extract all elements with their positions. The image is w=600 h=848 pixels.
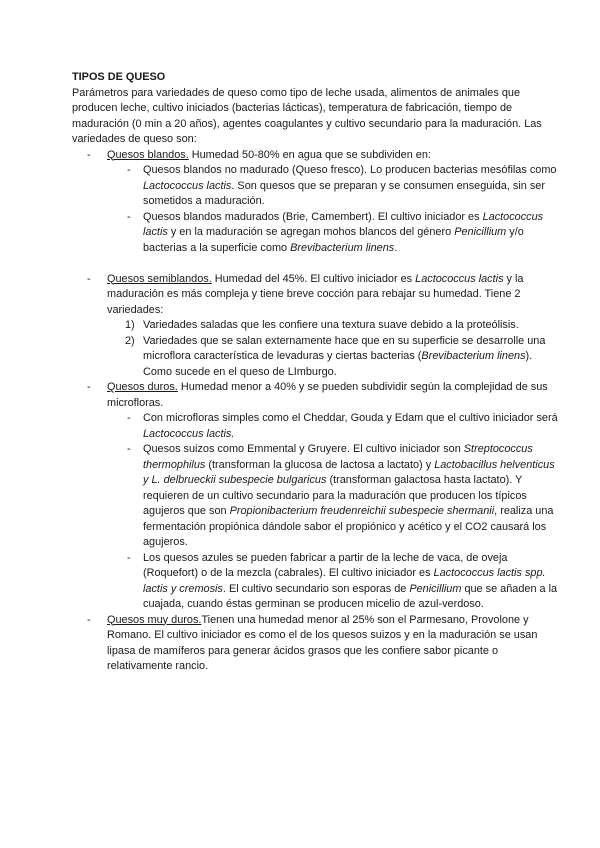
text-run: Quesos suizos como Emmental y Gruyere. El cultivo iniciador son bbox=[143, 443, 464, 455]
list-item-duros-simples bbox=[107, 411, 560, 442]
species-name: Lactococcus lactis bbox=[143, 179, 232, 192]
duros-text: Humedad menor a 40% y se pueden subdividir según la complejidad de sus microfloras. bbox=[107, 381, 548, 409]
item-number: 1) bbox=[125, 319, 135, 331]
duros-heading: Quesos duros. bbox=[107, 381, 178, 393]
list-item-semiblandos bbox=[71, 272, 560, 381]
spacer bbox=[107, 256, 560, 272]
species-name: Lactococcus lactis bbox=[143, 210, 544, 238]
species-name: Lactococcus lactis. bbox=[143, 427, 235, 440]
list-item-muy-duros bbox=[71, 613, 560, 675]
item-number: 2) bbox=[125, 334, 135, 347]
species-name: Streptococcus thermophilus bbox=[143, 443, 533, 471]
species-name: Lactococcus lactis spp. lactis y cremosis bbox=[143, 567, 546, 595]
blandos-heading: Quesos blandos. bbox=[107, 148, 189, 161]
text-run: y en la maduración se agregan mohos blancos del género bbox=[167, 226, 455, 238]
species-name: Propionibacterium freudenreichii subespecie shermanii bbox=[229, 505, 495, 517]
document-title: TIPOS DE QUESO bbox=[72, 71, 166, 83]
text-run: y la maduración es más compleja y tiene breve cocción para rebajar su humedad. Tiene 2 variedades: bbox=[107, 272, 524, 316]
species-name: Brevibacterium linens bbox=[421, 350, 526, 362]
muy-duros-heading: Quesos muy duros. bbox=[107, 613, 202, 626]
list-item-variedades-externas bbox=[107, 334, 560, 381]
text-run: que se añaden a la cuajada, cuando éstas germinan se producen micelio de azul-verdoso. bbox=[143, 582, 558, 610]
intro-paragraph: Parámetros para variedades de queso como tipo de leche usada, alimentos de animales que producen leche, cultivo iniciados (bacterias lácticas), temperatura de fabricación, tiempo de maduración (0 min a 20 años), agentes coagulantes y cultivo secundario para la maduración. Las variedades de queso son: bbox=[72, 86, 542, 145]
list-item-variedades-saladas bbox=[107, 318, 560, 334]
species-name: Penicillium bbox=[454, 226, 507, 238]
list-item-blandos bbox=[71, 148, 560, 272]
text-run: Variedades que se salan externamente hace que en su superficie se desarrolle una microflora característica de levaduras y ciertas bacterias ( bbox=[143, 334, 546, 362]
text-run: Quesos blandos no madurado (Queso fresco). Lo producen bacterias mesófilas como bbox=[143, 164, 557, 176]
muy-duros-text: Tienen una humedad menor al 25% son el Parmesano, Provolone y Romano. El cultivo iniciador es como el de los quesos suizos y en la maduración se usan lipasa de mamíferos para generar ácidos grasos que les confiere sabor picante o relativamente rancio. bbox=[107, 613, 538, 672]
list-item-duros-suizos bbox=[107, 442, 560, 551]
species-name: Lactobacillus helventicus y L. delbrueckii subespecie bulgaricus bbox=[143, 458, 555, 486]
text-run: ). Como sucede en el queso de LImburgo. bbox=[143, 350, 533, 378]
text-run: . Son quesos que se preparan y se consumen enseguida, sin ser sometidos a maduración. bbox=[143, 179, 545, 207]
text-run: Variedades saladas que les confiere una textura suave debido a la proteólisis. bbox=[143, 319, 519, 331]
text-run: Quesos blandos madurados (Brie, Camembert). El cultivo iniciador es bbox=[143, 210, 483, 223]
semiblandos-varieties bbox=[107, 318, 560, 380]
text-run: Con microfloras simples como el Cheddar, Gouda y Edam que el cultivo iniciador será bbox=[143, 412, 558, 424]
semiblandos-heading: Quesos semiblandos. bbox=[107, 272, 212, 285]
text-run: , realiza una fermentación propiónica dándole sabor el propiónico y acético y el CO2 causará los agujeros. bbox=[143, 505, 554, 548]
blandos-sublist bbox=[107, 163, 560, 256]
list-item-duros bbox=[71, 380, 560, 613]
species-name: Penicillium bbox=[409, 582, 462, 595]
list-item-blandos-no-madurado bbox=[107, 163, 560, 210]
species-name: Lactococcus lactis bbox=[415, 272, 504, 285]
text-run: . bbox=[394, 241, 398, 254]
list-item-duros-azules bbox=[107, 551, 560, 613]
text-run: Los quesos azules se pueden fabricar a partir de la leche de vaca, de oveja (Roquefort) o de la mezcla (cabrales). El cultivo iniciador es bbox=[143, 551, 508, 579]
text-run: (transforman la glucosa de lactosa a lactato) y bbox=[205, 458, 435, 471]
duros-sublist bbox=[107, 411, 560, 613]
blandos-text: Humedad 50-80% en agua que se subdividen en: bbox=[188, 148, 431, 161]
text-run: . El cultivo secundario son esporas de bbox=[222, 582, 410, 595]
cheese-types-list bbox=[72, 148, 560, 675]
list-item-blandos-madurados bbox=[107, 210, 560, 257]
text-run: (transforman galactosa hasta lactato). Y requieren de un cultivo secundario para la maduración que producen los típicos agujeros que son bbox=[143, 474, 527, 517]
text-run: Humedad del 45%. El cultivo iniciador es bbox=[211, 272, 416, 285]
species-name: Brevibacterium linens bbox=[290, 241, 395, 254]
text-run: y/o bacterias a la superficie como bbox=[143, 226, 524, 254]
